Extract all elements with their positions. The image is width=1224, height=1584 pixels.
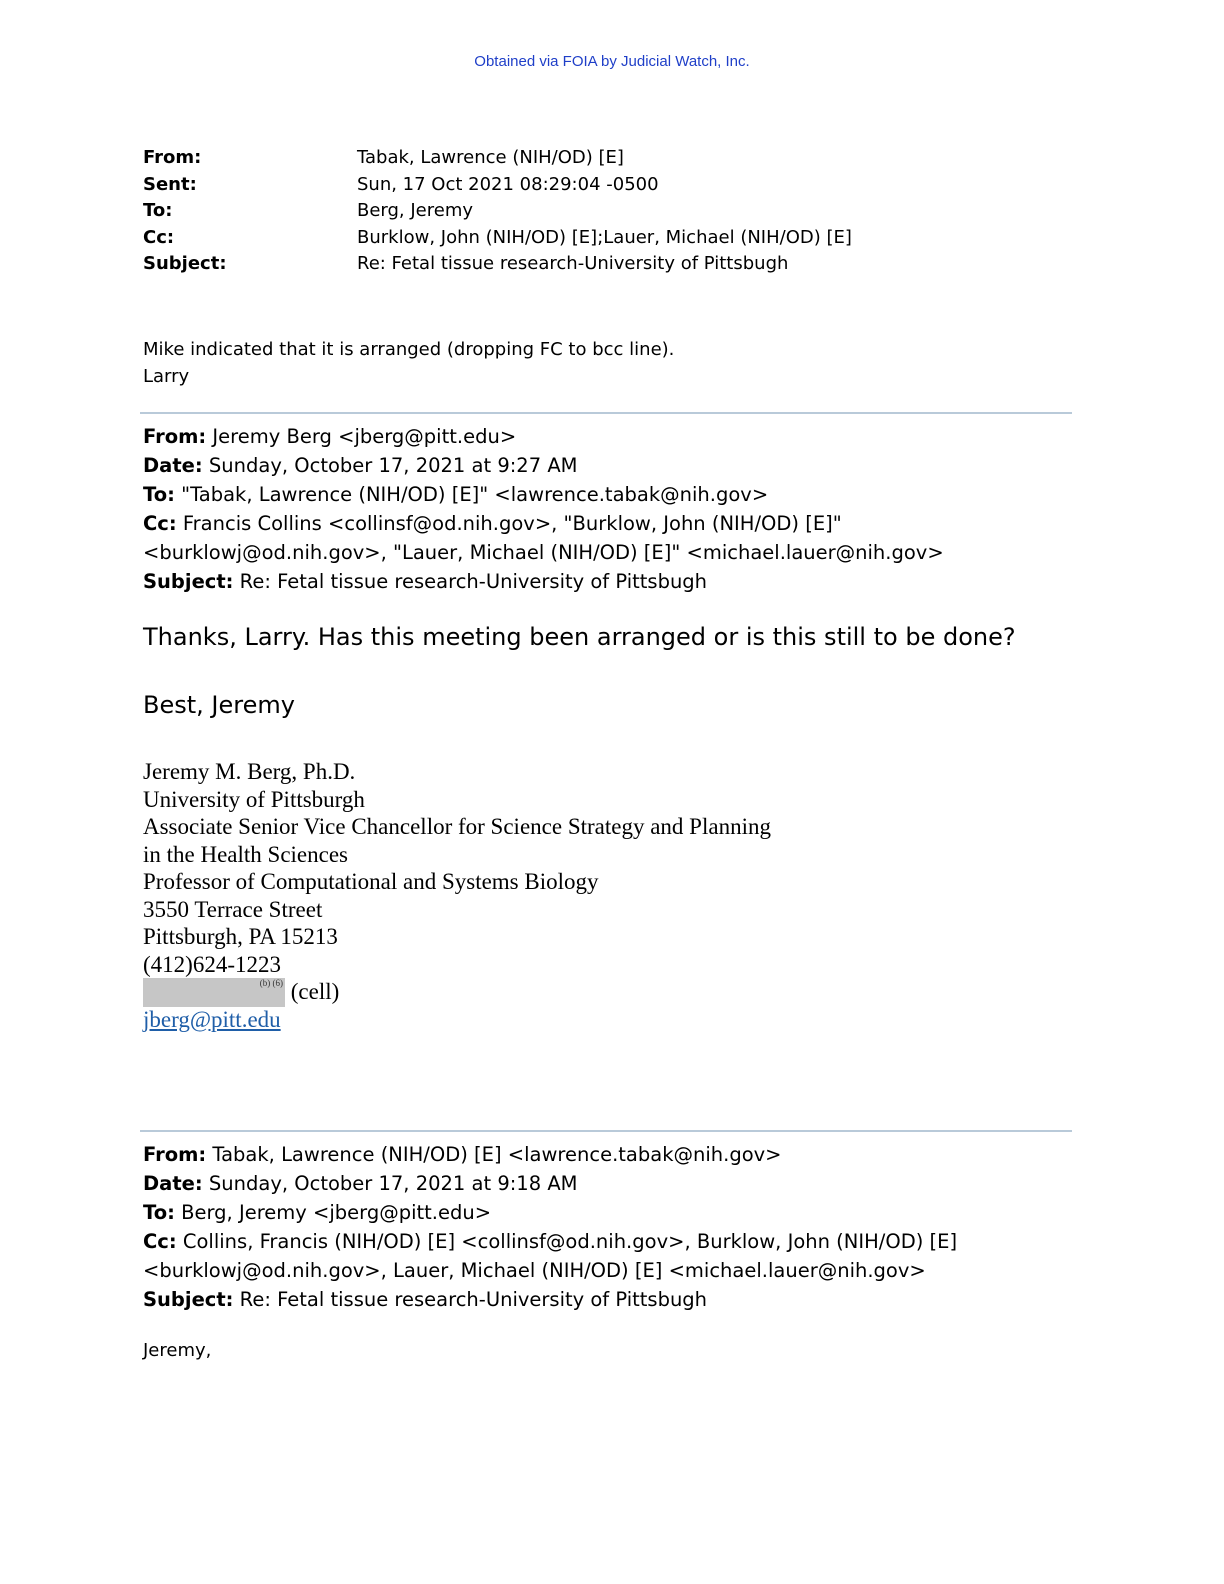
from-label: From: [143, 147, 202, 168]
header-cc-row [143, 225, 852, 252]
foia-watermark: Obtained via FOIA by Judicial Watch, Inc. [474, 53, 750, 70]
m1-body: Thanks, Larry. Has this meeting been arranged or is this still to be done? [143, 623, 1016, 651]
m2-cc-label: Cc: [143, 1230, 177, 1253]
redaction-code: (b) (6) [259, 978, 283, 988]
sig-name: Jeremy M. Berg, Ph.D. [143, 759, 356, 784]
m1-cc-line2: <burklowj@od.nih.gov>, "Lauer, Michael (NIH/OD) [E]" <michael.lauer@nih.gov> [143, 541, 944, 564]
sig-street: 3550 Terrace Street [143, 896, 323, 922]
m2-to-label: To: [143, 1201, 175, 1224]
m1-cc-label: Cc: [143, 512, 177, 535]
m1-subject: Re: Fetal tissue research-University of Pittsbugh [233, 570, 708, 593]
m1-to-label: To: [143, 483, 175, 506]
m2-cc-line1: Collins, Francis (NIH/OD) [E] <collinsf@od.nih.gov>, Burklow, John (NIH/OD) [E] [176, 1230, 958, 1253]
header-to-row [143, 198, 852, 225]
sig-title2: in the Health Sciences [143, 841, 349, 867]
header-sent-row [143, 172, 852, 199]
cc-value: Burklow, John (NIH/OD) [E];Lauer, Michael (NIH/OD) [E] [357, 226, 852, 248]
sent-label: Sent: [143, 173, 197, 195]
m2-date-label: Date: [143, 1172, 203, 1195]
to-label: To: [143, 200, 173, 221]
sig-title1: Associate Senior Vice Chancellor for Science Strategy and Planning [143, 814, 771, 839]
m2-from-label: From: [143, 1143, 207, 1166]
signature-block [143, 758, 771, 1033]
m2-subject-label: Subject: [143, 1288, 234, 1311]
email-header [143, 145, 852, 278]
sig-org: University of Pittsburgh [143, 786, 365, 812]
message-divider [140, 412, 1072, 414]
header-subject-row [143, 251, 852, 278]
intro-body [143, 336, 674, 390]
cc-label: Cc: [143, 226, 175, 248]
sig-title3: Professor of Computational and Systems Biology [143, 869, 599, 894]
m2-subject: Re: Fetal tissue research-University of Pittsbugh [233, 1288, 708, 1311]
from-value: Tabak, Lawrence (NIH/OD) [E] [357, 147, 624, 168]
quoted-message-2-header [143, 1140, 1083, 1314]
sig-cell-row [143, 978, 771, 1006]
sig-city: Pittsburgh, PA 15213 [143, 924, 338, 949]
quoted-message-1-header [143, 422, 1083, 596]
m2-date: Sunday, October 17, 2021 at 9:18 AM [202, 1172, 578, 1195]
redaction-box [143, 978, 285, 1007]
subject-value: Re: Fetal tissue research-University of Pittsbugh [357, 253, 789, 274]
message-divider-2 [140, 1130, 1072, 1132]
sig-phone: (412)624-1223 [143, 951, 281, 977]
to-value: Berg, Jeremy [357, 200, 474, 221]
m1-subject-label: Subject: [143, 570, 234, 593]
sent-value: Sun, 17 Oct 2021 08:29:04 -0500 [357, 173, 659, 195]
m1-cc-line1: Francis Collins <collinsf@od.nih.gov>, "Burklow, John (NIH/OD) [E]" [176, 512, 842, 535]
intro-signoff: Larry [143, 366, 190, 387]
m1-date: Sunday, October 17, 2021 at 9:27 AM [202, 454, 578, 477]
m2-salutation: Jeremy, [143, 1340, 212, 1361]
m1-date-label: Date: [143, 454, 203, 477]
subject-label: Subject: [143, 253, 227, 274]
m2-from: Tabak, Lawrence (NIH/OD) [E] <lawrence.tabak@nih.gov> [206, 1143, 782, 1166]
intro-line: Mike indicated that it is arranged (dropping FC to bcc line). [143, 339, 675, 360]
m1-to: "Tabak, Lawrence (NIH/OD) [E]" <lawrence.tabak@nih.gov> [174, 483, 769, 506]
m2-cc-line2: <burklowj@od.nih.gov>, Lauer, Michael (NIH/OD) [E] <michael.lauer@nih.gov> [143, 1259, 926, 1282]
m2-to: Berg, Jeremy <jberg@pitt.edu> [174, 1201, 492, 1224]
sig-cell-suffix: (cell) [285, 979, 340, 1004]
header-from-row [143, 145, 852, 172]
m1-signoff: Best, Jeremy [143, 691, 295, 719]
m1-from-label: From: [143, 425, 207, 448]
m1-from: Jeremy Berg <jberg@pitt.edu> [206, 425, 517, 448]
sig-email-link[interactable]: jberg@pitt.edu [143, 1006, 281, 1032]
